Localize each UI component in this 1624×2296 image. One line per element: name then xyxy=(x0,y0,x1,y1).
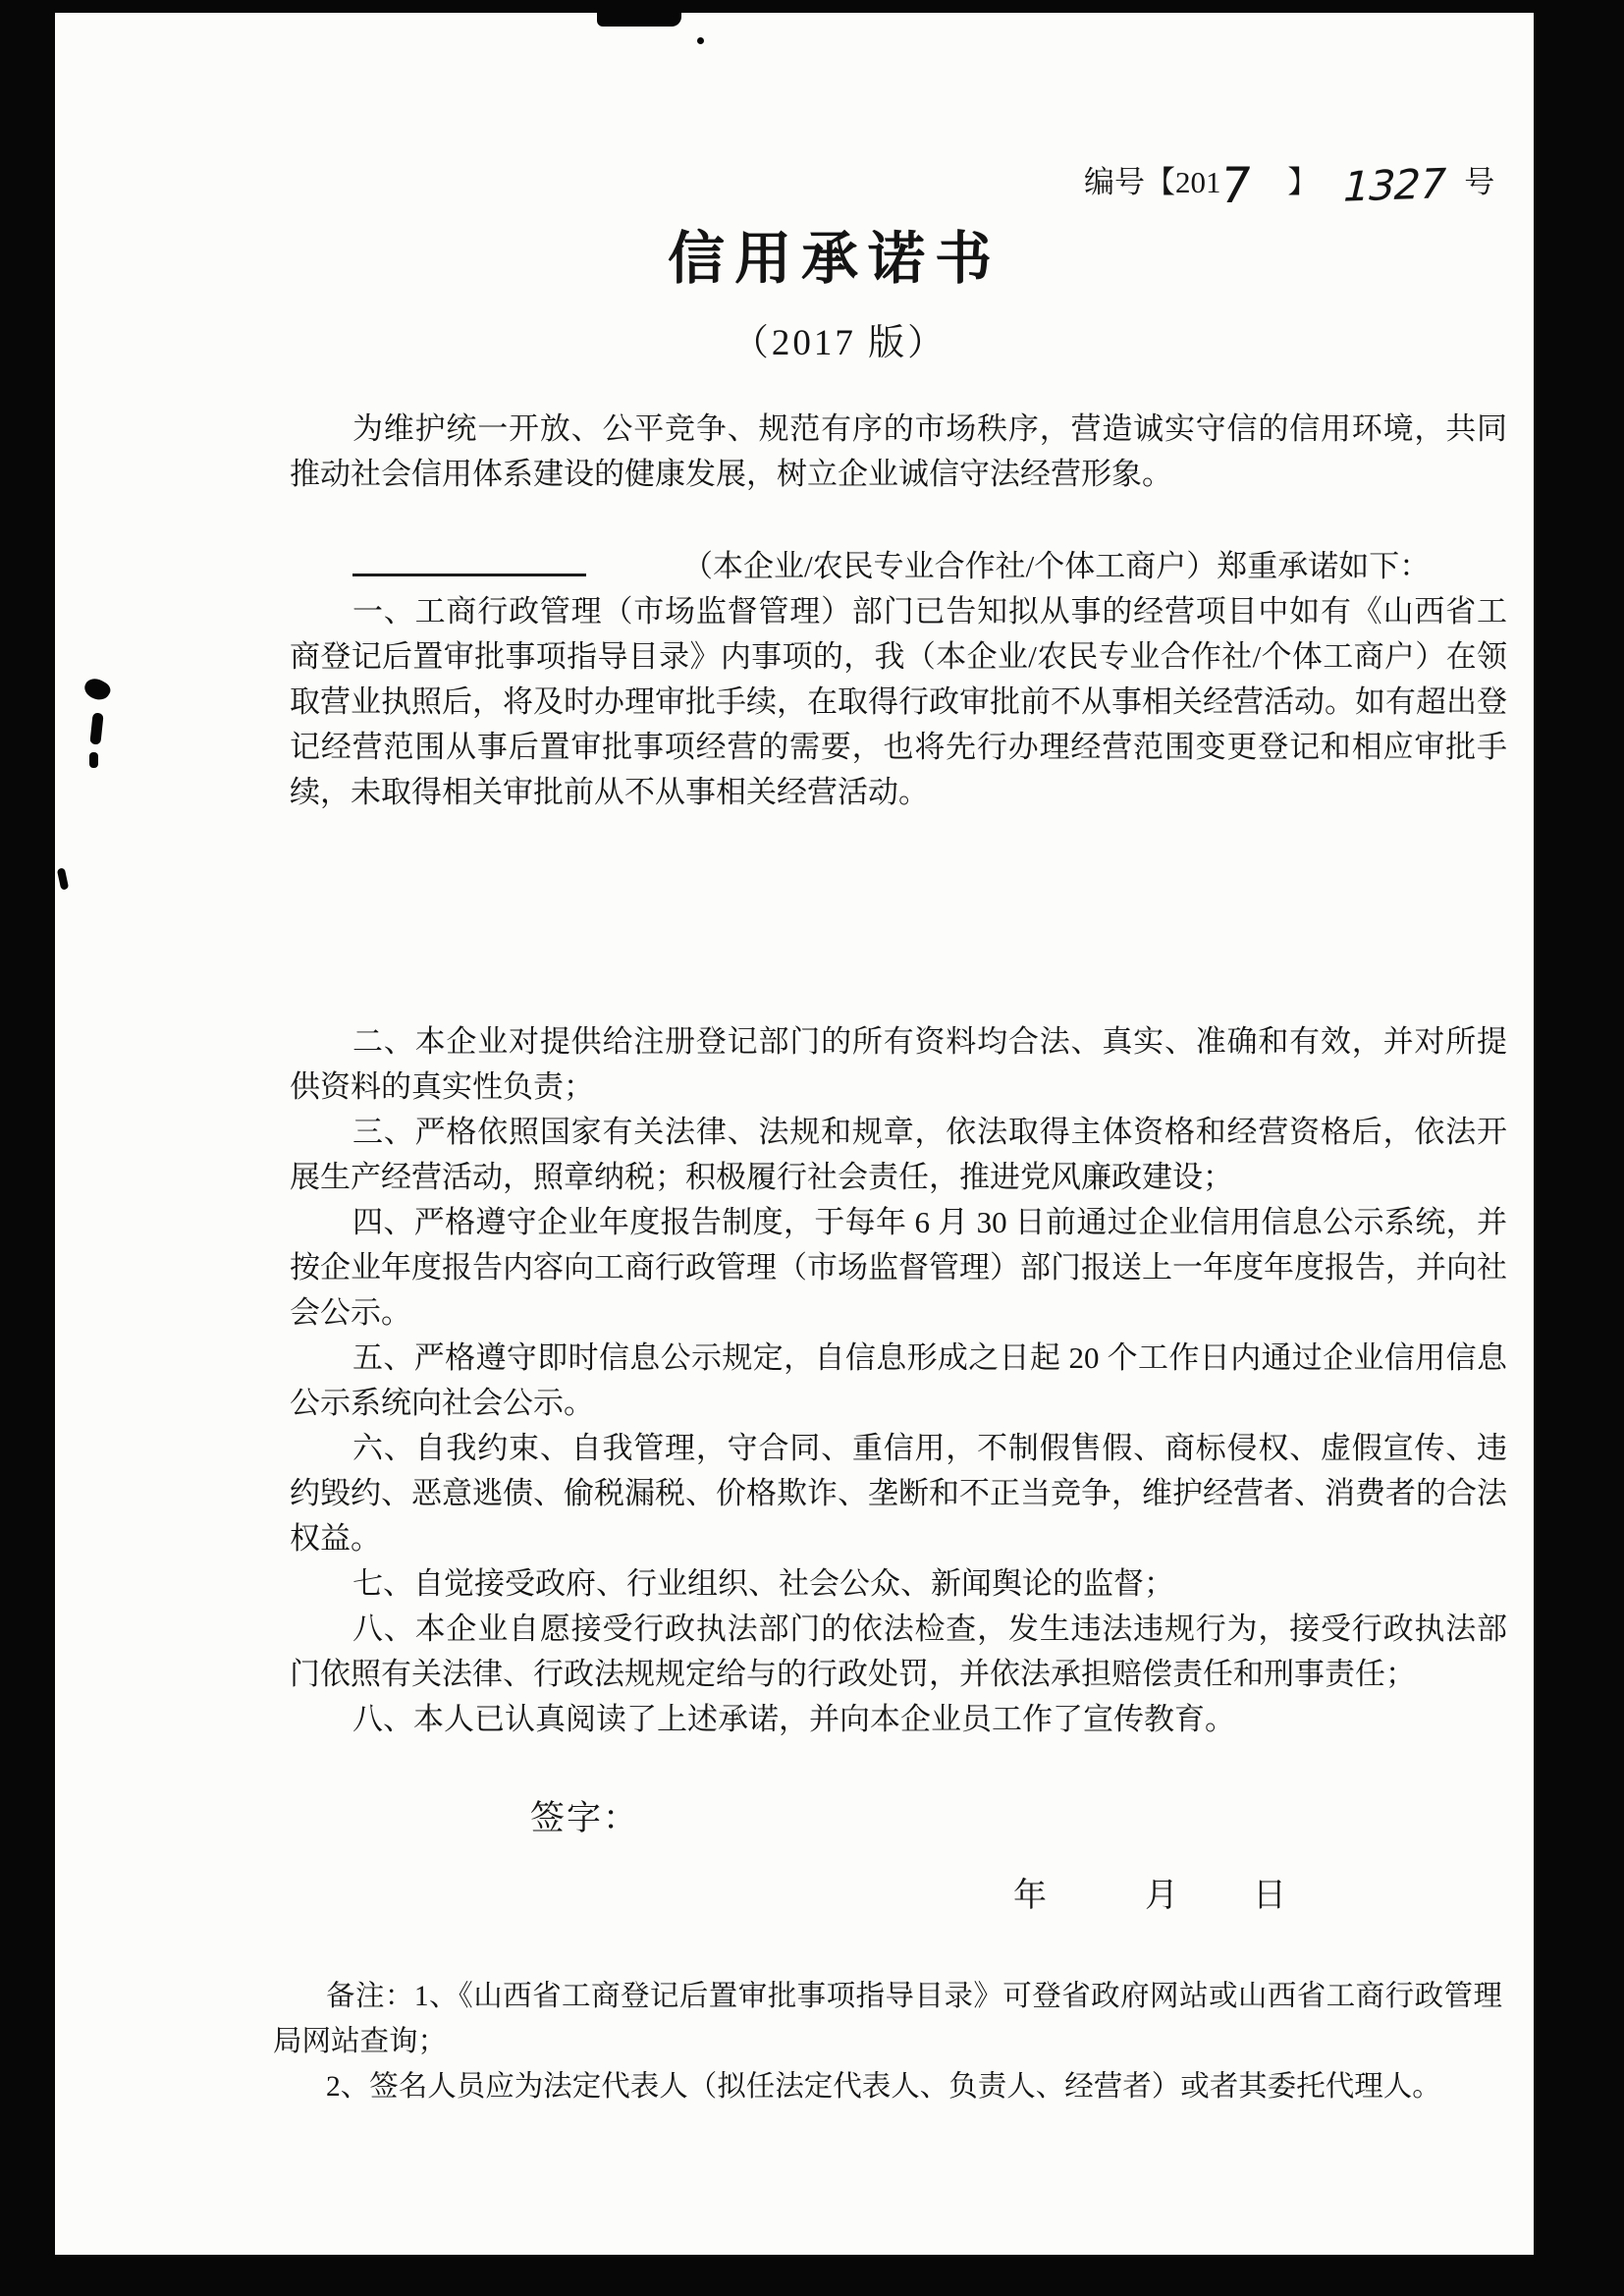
scan-edge-right xyxy=(1534,0,1624,2296)
commitment-item-1: 一、工商行政管理（市场监督管理）部门已告知拟从事的经营项目中如有《山西省工商登记后置审批事项指导目录》内事项的，我（本企业/农民专业合作社/个体工商户）在领取营业执照后，将及时办理审批手续，在取得行政审批前不从事相关经营活动。如有超出登记经营范围从事后置审批事项经营的需要，也将先行办理经营范围变更登记和相应审批手续，未取得相关审批前从不从事相关经营活动。 xyxy=(290,594,1507,809)
scan-artifact xyxy=(89,713,103,745)
handwritten-year-digit: 7 xyxy=(1216,157,1255,214)
commitment-item-5: 五、严格遵守即时信息公示规定，自信息形成之日起 20 个工作日内通过企业信用信息公示系统向社会公示。 xyxy=(290,1340,1507,1420)
version-subtitle: （2017 版） xyxy=(731,323,947,363)
serial-prefix: 编号【201 xyxy=(1084,165,1221,199)
scan-artifact xyxy=(57,867,69,890)
scan-artifact xyxy=(81,675,113,704)
scan-artifact xyxy=(597,0,681,27)
date-placeholder-day: 日 xyxy=(1253,1878,1286,1914)
commitment-item-7: 七、自觉接受政府、行业组织、社会公众、新闻舆论的监督； xyxy=(352,1566,1174,1601)
handwritten-serial-number: 1327 xyxy=(1337,159,1451,211)
serial-suffix: 号 xyxy=(1464,165,1495,199)
serial-number-line xyxy=(1084,151,1495,214)
body-text-block-2 xyxy=(290,1019,1507,1742)
scan-edge-top xyxy=(0,0,1624,13)
date-placeholder-month: 月 xyxy=(1145,1878,1178,1914)
scan-artifact xyxy=(89,752,98,768)
promise-line xyxy=(290,542,1507,589)
commitment-item-6: 六、自我约束、自我管理，守合同、重信用，不制假售假、商标侵权、虚假宣传、违约毁约、恶意逃债、偷税漏税、价格欺诈、垄断和不正当竞争，维护经营者、消费者的合法权益。 xyxy=(290,1431,1507,1556)
serial-bracket-close: 】 xyxy=(1287,165,1319,199)
commitment-item-9: 八、本人已认真阅读了上述承诺，并向本企业员工作了宣传教育。 xyxy=(352,1702,1235,1736)
commitment-item-4: 四、严格遵守企业年度报告制度，于每年 6 月 30 日前通过企业信用信息公示系统，并按企业年度报告内容向工商行政管理（市场监督管理）部门报送上一年度年度报告，并向社会公示。 xyxy=(290,1205,1507,1330)
scan-artifact xyxy=(697,37,704,44)
date-line xyxy=(1013,1868,1286,1916)
page-title: 信用承诺书 xyxy=(667,227,1001,291)
note-line-1: 备注：1、《山西省工商登记后置审批事项指导目录》可登省政府网站或山西省工商行政管理局网站查询； xyxy=(273,1981,1502,2057)
body-text-block-1 xyxy=(290,407,1507,815)
footnotes xyxy=(273,1974,1502,2109)
scan-edge-left xyxy=(0,0,55,2296)
commitment-item-2: 二、本企业对提供给注册登记部门的所有资料均合法、真实、准确和有效，并对所提供资料的真实性负责； xyxy=(290,1024,1507,1104)
signature-label: 签字： xyxy=(530,1799,640,1837)
intro-paragraph: 为维护统一开放、公平竞争、规范有序的市场秩序，营造诚实守信的信用环境，共同推动社会信用体系建设的健康发展，树立企业诚信守法经营形象。 xyxy=(290,411,1507,491)
date-placeholder-year: 年 xyxy=(1013,1878,1047,1914)
promise-clause: （本企业/农民专业合作社/个体工商户）郑重承诺如下： xyxy=(682,549,1431,583)
commitment-item-8: 八、本企业自愿接受行政执法部门的依法检查，发生违法违规行为，接受行政执法部门依照有关法律、行政法规规定给与的行政处罚，并依法承担赔偿责任和刑事责任； xyxy=(290,1612,1507,1691)
note-line-2: 2、签名人员应为法定代表人（拟任法定代表人、负责人、经营者）或者其委托代理人。 xyxy=(326,2071,1441,2103)
commitment-item-3: 三、严格依照国家有关法律、法规和规章，依法取得主体资格和经营资格后，依法开展生产经营活动，照章纳税；积极履行社会责任，推进党风廉政建设； xyxy=(290,1115,1507,1194)
signature-blank-line xyxy=(352,542,586,576)
scan-edge-bottom xyxy=(0,2255,1624,2296)
